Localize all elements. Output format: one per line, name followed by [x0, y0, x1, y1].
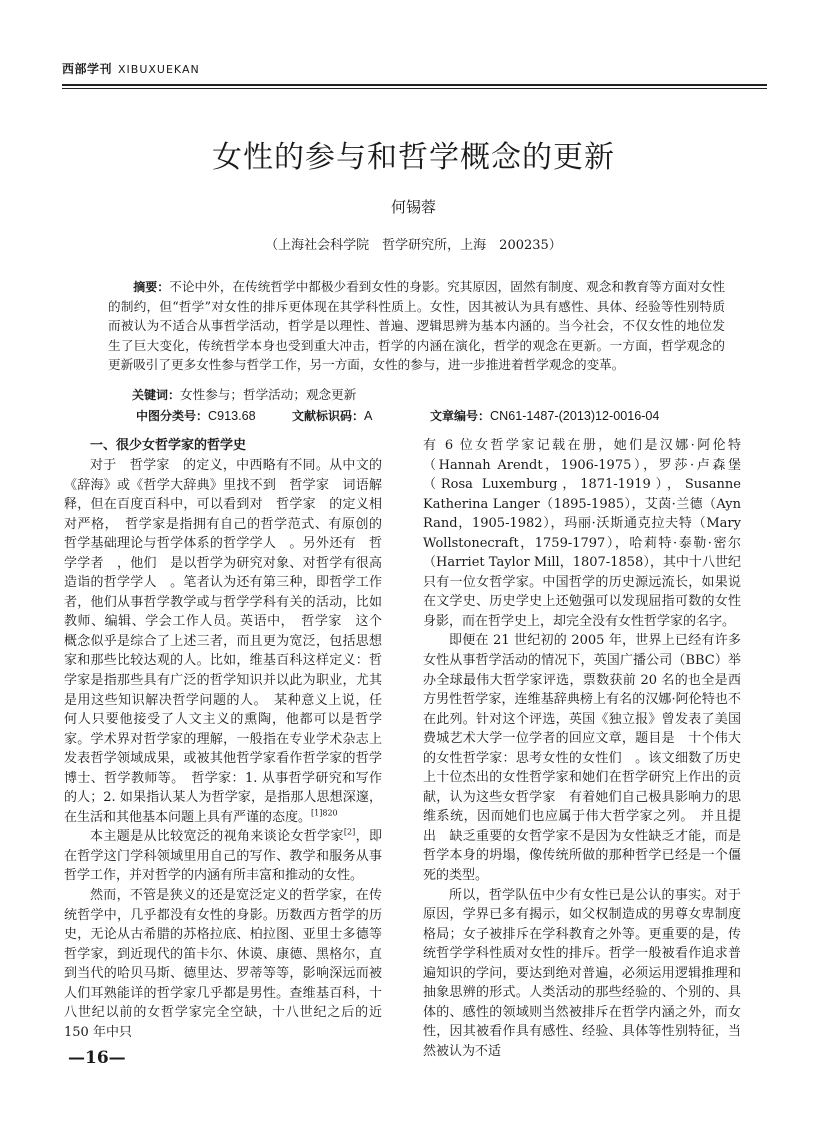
paragraph: 对于 哲学家 的定义，中西略有不同。从中文的《辞海》或《哲学大辞典》里找不到 哲学家 词语解释，但在百度百科中，可以看到对 哲学家 的定义相对严格， 哲学家是指拥有自己的哲学范式、有原创的哲学基础理论与哲学体系的哲学学人 。另外还有 哲学学者 ，他们 是以哲学为研究对象、对哲学有很高造诣的哲学学人 。笔者认为还有第三种，即哲学工作者，他们从事哲学教学或与哲学学科有关的活动，比如教师、编辑、学会工作人员。英语中， 哲学家 这个概念似乎是综合了上述三者，而且更为宽泛，包括思想家和那些比较达观的人。比如，维基百科这样定义：哲学家是指那些具有广泛的哲学知识并以此为职业，尤其是用这些知识解决哲学问题的人。 某种意义上说，任何人只要他接受了人文主义的熏陶，他都可以是哲学家。学术界对哲学家的理解，一般指在专业学术杂志上发表哲学领域成果，或被其他哲学家看作哲学家的哲学博士、哲学教师等。 哲学家：1. 从事哲学研究和写作的人；2. 如果指认某人为哲学家，是指那人思想深邃，在生活和其他基本问题上具有严谨的态度。$^{[1]820}$ [64, 458, 382, 825]
citation: [1]820 [311, 808, 338, 818]
keywords-text: 女性参与；哲学活动；观念更新 [180, 387, 357, 402]
paragraph: 有 6 位女哲学家记载在册，她们是汉娜·阿伦特（Hannah Arendt，1906-1975），罗莎·卢森堡（Rosa Luxemburg，1871-1919），Susanne Katherina Langer（1895-1985），艾茵·兰德（Ayn Rand，1905-1982），玛丽·沃斯通克拉夫特（Mary Wollstonecraft，1759-1797），哈莉特·泰勒·密尔（Harriet Taylor Mill，1807-1858），其中十八世纪只有一位女哲学家。中国哲学的历史源远流长，如果说在文学史、历史学史上还勉强可以发现屈指可数的女性身影，而在哲学史上，却完全没有女性哲学家的名字。 [423, 438, 741, 629]
document-code: 文献标识码：A [292, 409, 373, 423]
right-column [423, 436, 741, 1062]
keywords [108, 386, 725, 404]
section-heading: 一、很少女哲学家的哲学史 [90, 438, 247, 453]
journal-name-latin: XIBUXUEKAN [118, 63, 200, 76]
header-rule-thin [62, 88, 767, 89]
keywords-label: 关键词： [132, 388, 181, 402]
citation: [2] [343, 828, 356, 838]
author-name: 何锡蓉 [390, 198, 436, 216]
paragraph: 本主题是从比较宽泛的视角来谈论女哲学家[2]，即在哲学这门学科领域里用自己的写作、教学和服务从事哲学工作，并对哲学的内涵有所丰富和推动的女性。 [64, 828, 382, 884]
paragraph: 即便在 21 世纪初的 2005 年，世界上已经有许多女性从事哲学活动的情况下，英国广播公司（BBC）举办全球最伟大哲学家评选，票数获前 20 名的也全是西方男性哲学家，连维基辞典榜上有名的汉娜·阿伦特也不在此列。针对这个评选，英国《独立报》曾发表了美国费城艺术大学一位学者的回应文章，题目是 十个伟大的女性哲学家：思考女性的女性们 。该文细数了历史上十位杰出的女性哲学家和她们在哲学研究上作出的贡献，认为这些女哲学家 有着她们自己极具影响力的思维系统，因而她们也应属于伟大哲学家之列。 并且提出 缺乏重要的女哲学家不是因为女性缺乏才能，而是哲学本身的坍塌，像传统所做的那种哲学已经是一个僵死的类型。 [423, 633, 741, 884]
journal-name: 西部学刊 [62, 62, 113, 76]
left-column [64, 436, 382, 1042]
paragraph: 所以，哲学队伍中少有女性已是公认的事实。对于原因，学界已多有揭示，如父权制造成的男尊女卑制度格局；女子被排斥在学科教育之外等。更重要的是，传统哲学学科性质对女性的排斥。哲学一般被看作追求普遍知识的学问，要达到绝对普遍，必须运用逻辑推理和抽象思辨的形式。人类活动的那些经验的、个别的、具体的、感性的领域则当然被排斥在哲学内涵之外，而女性，因其被看作具有感性、经验、具体等性别特征，当然被认为不适 [423, 887, 741, 1059]
abstract-label: 摘要： [133, 280, 170, 294]
header-rule-thick [62, 84, 767, 86]
abstract-text: 不论中外，在传统哲学中都极少看到女性的身影。究其原因，固然有制度、观念和教育等方面对女性的制约，但“哲学”对女性的排斥更体现在其学科性质上。女性，因其被认为具有感性、具体、经验等性别特质而被认为不适合从事哲学活动，哲学是以理性、普遍、逻辑思辨为基本内涵的。当今社会，不仅女性的地位发生了巨大变化，传统哲学本身也受到重大冲击，哲学的内涵在演化，哲学的观念在更新。一方面，哲学观念的更新吸引了更多女性参与哲学工作，另一方面，女性的参与，进一步推进着哲学观念的变革。 [108, 279, 725, 372]
paragraph: 然而，不管是狭义的还是宽泛定义的哲学家，在传统哲学中，几乎都没有女性的身影。历数西方哲学的历史，无论从古希腊的苏格拉底、柏拉图、亚里士多德等哲学家，到近现代的笛卡尔、休谟、康德、黑格尔，直到当代的哈贝马斯、德里达、罗蒂等等，影响深远而被人们耳熟能详的哲学家几乎都是男性。查维基百科，十八世纪以前的女哲学家完全空缺，十八世纪之后的近 150 年中只 [64, 888, 382, 1040]
article-number: 文章编号：CN61-1487-(2013)12-0016-04 [430, 409, 660, 423]
clc-number: 中图分类号：C913.68 [136, 409, 256, 423]
article-title: 女性的参与和哲学概念的更新 [212, 140, 615, 175]
abstract [108, 277, 725, 374]
running-header [62, 60, 767, 77]
page-number: —16— [68, 1048, 126, 1068]
author-affiliation: （上海社会科学院 哲学研究所，上海 200235） [265, 238, 562, 253]
